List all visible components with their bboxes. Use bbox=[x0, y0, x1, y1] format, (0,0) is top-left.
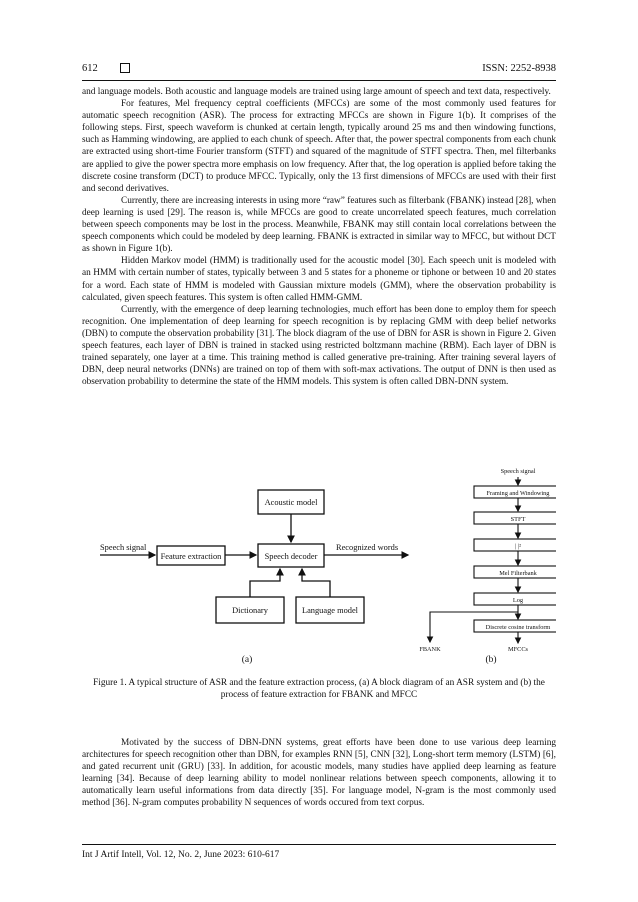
page-header bbox=[82, 60, 556, 76]
paragraph: Currently, there are increasing interests in using more “raw” features such as filterbank (FBANK) instead [28], when deep learning is used [29]. The reason is, while MFCCs are good to create uncorrelated speech features, much correlation between speech components may be lost in the process. Meanwhile, FBANK may still contain local correlations between the speech components which could be modeled by deep learning. FBANK is extracted in similar way to MFCC, but without DCT as shown in Figure 1(b). bbox=[82, 195, 556, 255]
acoustic-model-label: Acoustic model bbox=[264, 498, 318, 507]
speech-signal-label: Speech signal bbox=[100, 543, 147, 552]
feature-extraction-label: Feature extraction bbox=[160, 552, 222, 561]
speech-decoder-label: Speech decoder bbox=[264, 552, 318, 561]
paragraph: Currently, with the emergence of deep learning technologies, much effort has been done to employ them for speech recognition. One implementation of deep learning for speech recognition is by replacing GMM with deep belief networks (DBN) to compute the observation probability [31]. The block diagram of the use of DBN for ASR is shown in Figure 2. Given speech features, each layer of DBN is trained in stacked using restricted boltzmann machine (RBM). Each layer of DBN is trained separately, one layer at a time. This training method is called generative pre-training. After training several layers of DBN, deep neural networks (DNNs) are trained on top of them with soft-max activations. The output of DNN is then used as observation probability to determine the state of the HMM models. This system is often called DBN-DNN system. bbox=[82, 304, 556, 388]
header-rule bbox=[82, 80, 556, 81]
fbank-label: FBANK bbox=[419, 646, 441, 653]
dictionary-label: Dictionary bbox=[232, 606, 268, 615]
paragraph: Motivated by the success of DBN-DNN systems, great efforts have been done to use various deep learning architectures for speech recognition other than DBN, for examples RNN [5], CNN [32], Long-short term memory (LSTM) [6], and gated recurrent unit (GRU) [33]. In addition, for acoustic models, many studies have applied deep learning as feature learning [34]. Because of deep learning ability to model nonlinear relations between speech components, allowing it to automatically learn useful informations from data directly [35]. For language model, N-gram is the most commonly used method [36]. N-gram computes probability N sequences of words occured from text corpus. bbox=[82, 738, 556, 809]
diagram-b bbox=[430, 477, 556, 643]
paragraph: and language models. Both acoustic and language models are trained using large amount of speech and text data, respectively. bbox=[82, 87, 551, 97]
label-a: (a) bbox=[241, 655, 253, 665]
diagram-a bbox=[100, 490, 408, 623]
speech-signal-b-label: Speech signal bbox=[500, 468, 536, 475]
log-label: Log bbox=[512, 597, 524, 604]
magnitude-label: | |² bbox=[515, 543, 521, 550]
page-footer: Int J Artif Intell, Vol. 12, No. 2, June 2023: 610-617 bbox=[82, 850, 280, 860]
framing-label: Framing and Windowing bbox=[486, 490, 550, 497]
paragraph: Hidden Markov model (HMM) is traditionally used for the acoustic model [30]. Each speech unit is modeled with an HMM with certain number of states, typically between 3 and 5 states for a phoneme or tiphone or between 10 and 20 states for a word. Each state of HMM is modeled with Gaussian mixture models (GMM), where the observation probability is calculated, given speech features. This system is often called HMM-GMM. bbox=[82, 256, 556, 303]
mfccs-label: MFCCs bbox=[508, 646, 528, 653]
figure-caption: Figure 1. A typical structure of ASR and the feature extraction process, (a) A block diagram of an ASR system and (b) the process of feature extraction for FBANK and MFCC bbox=[93, 678, 545, 701]
stft-label: STFT bbox=[510, 516, 526, 523]
body-text bbox=[82, 86, 556, 388]
language-model-label: Language model bbox=[301, 606, 359, 615]
dct-label: Discrete cosine transform bbox=[485, 624, 551, 631]
mel-filterbank-label: Mel Filterbank bbox=[499, 570, 537, 577]
paragraph: For features, Mel frequency ceptral coefficients (MFCCs) are some of the most commonly used features for automatic speech recognition (ASR). The process for extracting MFCCs are shown in Figure 1(b). It comprises of the following steps. First, speech waveform is chunked at certain length, typically around 25 ms and then windowing functions, such as Hamming windowing, are applied to each chunk of speech. After that, the power spectral components from each chunk are extracted using short-time Fourier transform (STFT) and squared of the magnitude of STFT spectra. Then, mel filterbanks are applied to give the power spectra more emphasis on low frequency. After that, the log operation is applied before taking the discrete cosine transform (DCT) to produce MFCC. Typically, only the 13 first dimensions of MFCCs are used with their first and second derivatives. bbox=[82, 99, 556, 194]
body-text-2 bbox=[82, 737, 556, 810]
page-number: 612 bbox=[82, 62, 98, 74]
square-icon bbox=[120, 63, 130, 73]
issn: ISSN: 2252-8938 bbox=[482, 62, 556, 74]
recognized-words-label: Recognized words bbox=[336, 543, 399, 552]
footer-rule bbox=[82, 844, 556, 845]
label-b: (b) bbox=[485, 655, 497, 665]
figure-1 bbox=[82, 455, 556, 670]
